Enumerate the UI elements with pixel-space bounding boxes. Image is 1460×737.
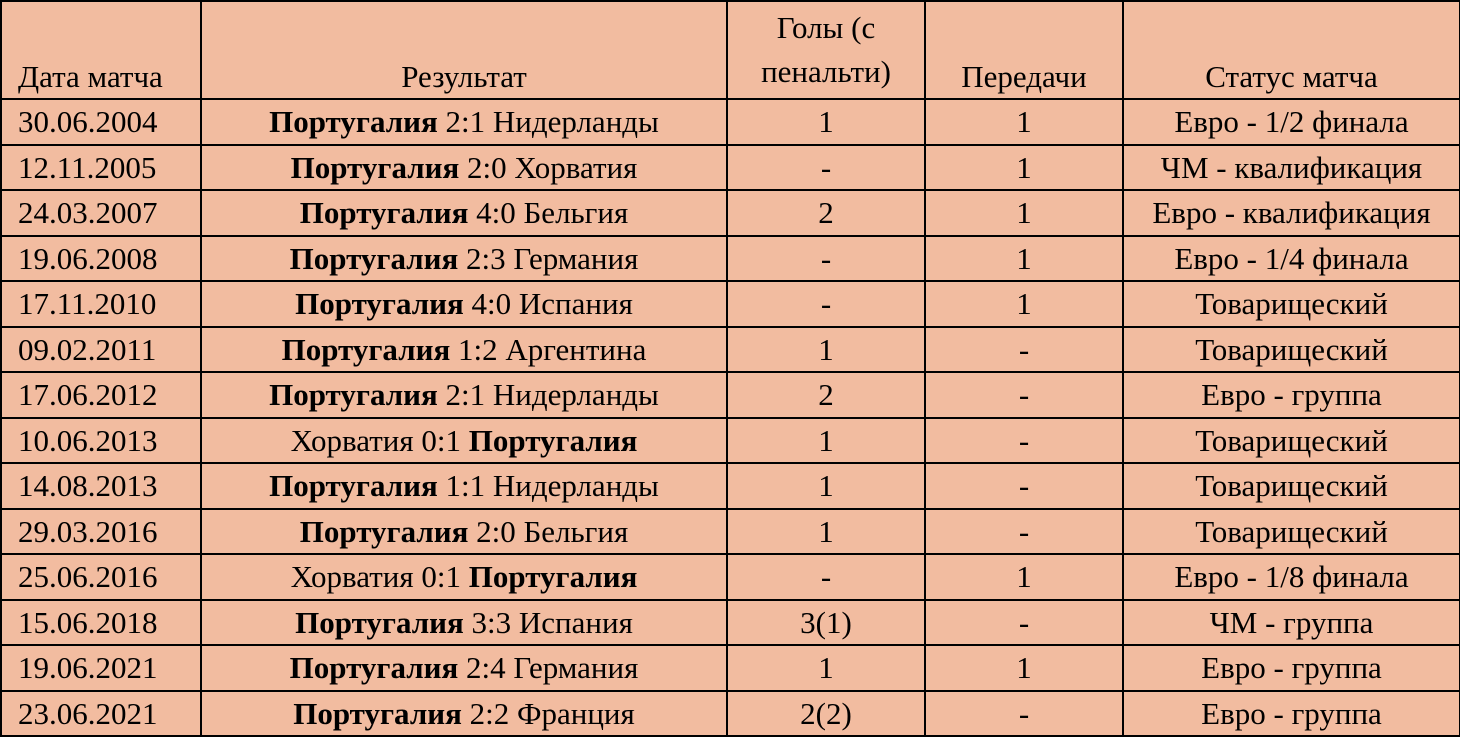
- result-cell: [201, 509, 727, 555]
- match-date-cell: 19.06.2021: [1, 645, 201, 691]
- table-row: [1, 600, 1460, 646]
- status-cell: Товарищеский: [1123, 509, 1460, 555]
- goals-cell: 1: [727, 99, 925, 145]
- table-row: [1, 463, 1460, 509]
- status-cell: Товарищеский: [1123, 281, 1460, 327]
- table-row: [1, 190, 1460, 236]
- goals-cell: -: [727, 236, 925, 282]
- result-cell: [201, 372, 727, 418]
- assists-cell: 1: [925, 190, 1123, 236]
- match-date-cell: 23.06.2021: [1, 691, 201, 737]
- result-suffix: 2:0 Хорватия: [459, 149, 638, 185]
- result-suffix: 1:1 Нидерланды: [437, 468, 659, 504]
- result-prefix: Хорватия 0:1: [290, 559, 469, 595]
- header-row: [1, 1, 1460, 99]
- result-cell: [201, 99, 727, 145]
- highlighted-team: Португалия: [290, 149, 460, 185]
- goals-cell: 1: [727, 463, 925, 509]
- result-cell: [201, 327, 727, 373]
- result-cell: [201, 190, 727, 236]
- match-date-cell: 25.06.2016: [1, 554, 201, 600]
- highlighted-team: Португалия: [289, 650, 459, 686]
- result-cell: [201, 645, 727, 691]
- assists-cell: -: [925, 600, 1123, 646]
- highlighted-team: Португалия: [299, 513, 469, 549]
- status-cell: Товарищеский: [1123, 327, 1460, 373]
- result-suffix: 2:2 Франция: [461, 695, 635, 731]
- result-suffix: 3:3 Испания: [463, 604, 633, 640]
- assists-cell: -: [925, 372, 1123, 418]
- result-suffix: 2:0 Бельгия: [468, 513, 629, 549]
- table-row: [1, 509, 1460, 555]
- assists-cell: 1: [925, 645, 1123, 691]
- goals-cell: 1: [727, 327, 925, 373]
- table-row: [1, 418, 1460, 464]
- assists-cell: 1: [925, 554, 1123, 600]
- match-date-cell: 15.06.2018: [1, 600, 201, 646]
- status-cell: Евро - группа: [1123, 691, 1460, 737]
- result-cell: [201, 554, 727, 600]
- table-row: [1, 281, 1460, 327]
- header-goals: Голы (с пенальти): [727, 1, 925, 99]
- result-suffix: 2:3 Германия: [458, 240, 639, 276]
- goals-cell: -: [727, 145, 925, 191]
- highlighted-team: Португалия: [269, 377, 438, 413]
- header-status: Статус матча: [1123, 1, 1460, 99]
- status-cell: Евро - квалификация: [1123, 190, 1460, 236]
- status-cell: ЧМ - группа: [1123, 600, 1460, 646]
- result-cell: [201, 418, 727, 464]
- assists-cell: 1: [925, 145, 1123, 191]
- status-cell: Евро - группа: [1123, 372, 1460, 418]
- match-date-cell: 24.03.2007: [1, 190, 201, 236]
- table-row: [1, 145, 1460, 191]
- assists-cell: -: [925, 509, 1123, 555]
- assists-cell: 1: [925, 236, 1123, 282]
- highlighted-team: Португалия: [295, 286, 464, 322]
- match-date-cell: 12.11.2005: [1, 145, 201, 191]
- table-row: [1, 372, 1460, 418]
- header-assists: Передачи: [925, 1, 1123, 99]
- highlighted-team: Португалия: [269, 104, 438, 140]
- match-date-cell: 14.08.2013: [1, 463, 201, 509]
- match-date-cell: 30.06.2004: [1, 99, 201, 145]
- highlighted-team: Португалия: [293, 695, 462, 731]
- status-cell: Евро - группа: [1123, 645, 1460, 691]
- header-date: Дата матча: [1, 1, 201, 99]
- table-row: [1, 554, 1460, 600]
- result-cell: [201, 600, 727, 646]
- table-row: [1, 99, 1460, 145]
- table-row: [1, 691, 1460, 737]
- status-cell: Товарищеский: [1123, 463, 1460, 509]
- assists-cell: 1: [925, 281, 1123, 327]
- highlighted-team: Португалия: [281, 331, 451, 367]
- goals-cell: 1: [727, 509, 925, 555]
- result-suffix: 1:2 Аргентина: [450, 331, 647, 367]
- goals-cell: 2: [727, 190, 925, 236]
- result-cell: [201, 281, 727, 327]
- result-suffix: 4:0 Испания: [463, 286, 633, 322]
- status-cell: Евро - 1/8 финала: [1123, 554, 1460, 600]
- result-cell: [201, 463, 727, 509]
- result-cell: [201, 691, 727, 737]
- match-date-cell: 17.06.2012: [1, 372, 201, 418]
- goals-cell: -: [727, 554, 925, 600]
- status-cell: Евро - 1/4 финала: [1123, 236, 1460, 282]
- match-date-cell: 19.06.2008: [1, 236, 201, 282]
- result-prefix: Хорватия 0:1: [290, 422, 469, 458]
- result-cell: [201, 145, 727, 191]
- highlighted-team: Португалия: [468, 559, 638, 595]
- assists-cell: 1: [925, 99, 1123, 145]
- goals-cell: 3(1): [727, 600, 925, 646]
- match-date-cell: 17.11.2010: [1, 281, 201, 327]
- status-cell: ЧМ - квалификация: [1123, 145, 1460, 191]
- highlighted-team: Португалия: [468, 422, 638, 458]
- highlighted-team: Португалия: [299, 195, 469, 231]
- status-cell: Товарищеский: [1123, 418, 1460, 464]
- highlighted-team: Португалия: [269, 468, 438, 504]
- header-result: Результат: [201, 1, 727, 99]
- result-suffix: 2:1 Нидерланды: [437, 377, 659, 413]
- result-cell: [201, 236, 727, 282]
- result-suffix: 4:0 Бельгия: [468, 195, 629, 231]
- goals-cell: 1: [727, 418, 925, 464]
- result-suffix: 2:4 Германия: [458, 650, 639, 686]
- assists-cell: -: [925, 463, 1123, 509]
- goals-cell: 2: [727, 372, 925, 418]
- table-row: [1, 327, 1460, 373]
- goals-cell: 1: [727, 645, 925, 691]
- assists-cell: -: [925, 691, 1123, 737]
- table-row: [1, 645, 1460, 691]
- result-suffix: 2:1 Нидерланды: [437, 104, 659, 140]
- status-cell: Евро - 1/2 финала: [1123, 99, 1460, 145]
- match-date-cell: 09.02.2011: [1, 327, 201, 373]
- assists-cell: -: [925, 418, 1123, 464]
- match-date-cell: 10.06.2013: [1, 418, 201, 464]
- assists-cell: -: [925, 327, 1123, 373]
- match-date-cell: 29.03.2016: [1, 509, 201, 555]
- highlighted-team: Португалия: [295, 604, 464, 640]
- goals-cell: -: [727, 281, 925, 327]
- goals-cell: 2(2): [727, 691, 925, 737]
- highlighted-team: Португалия: [289, 240, 459, 276]
- table-row: [1, 236, 1460, 282]
